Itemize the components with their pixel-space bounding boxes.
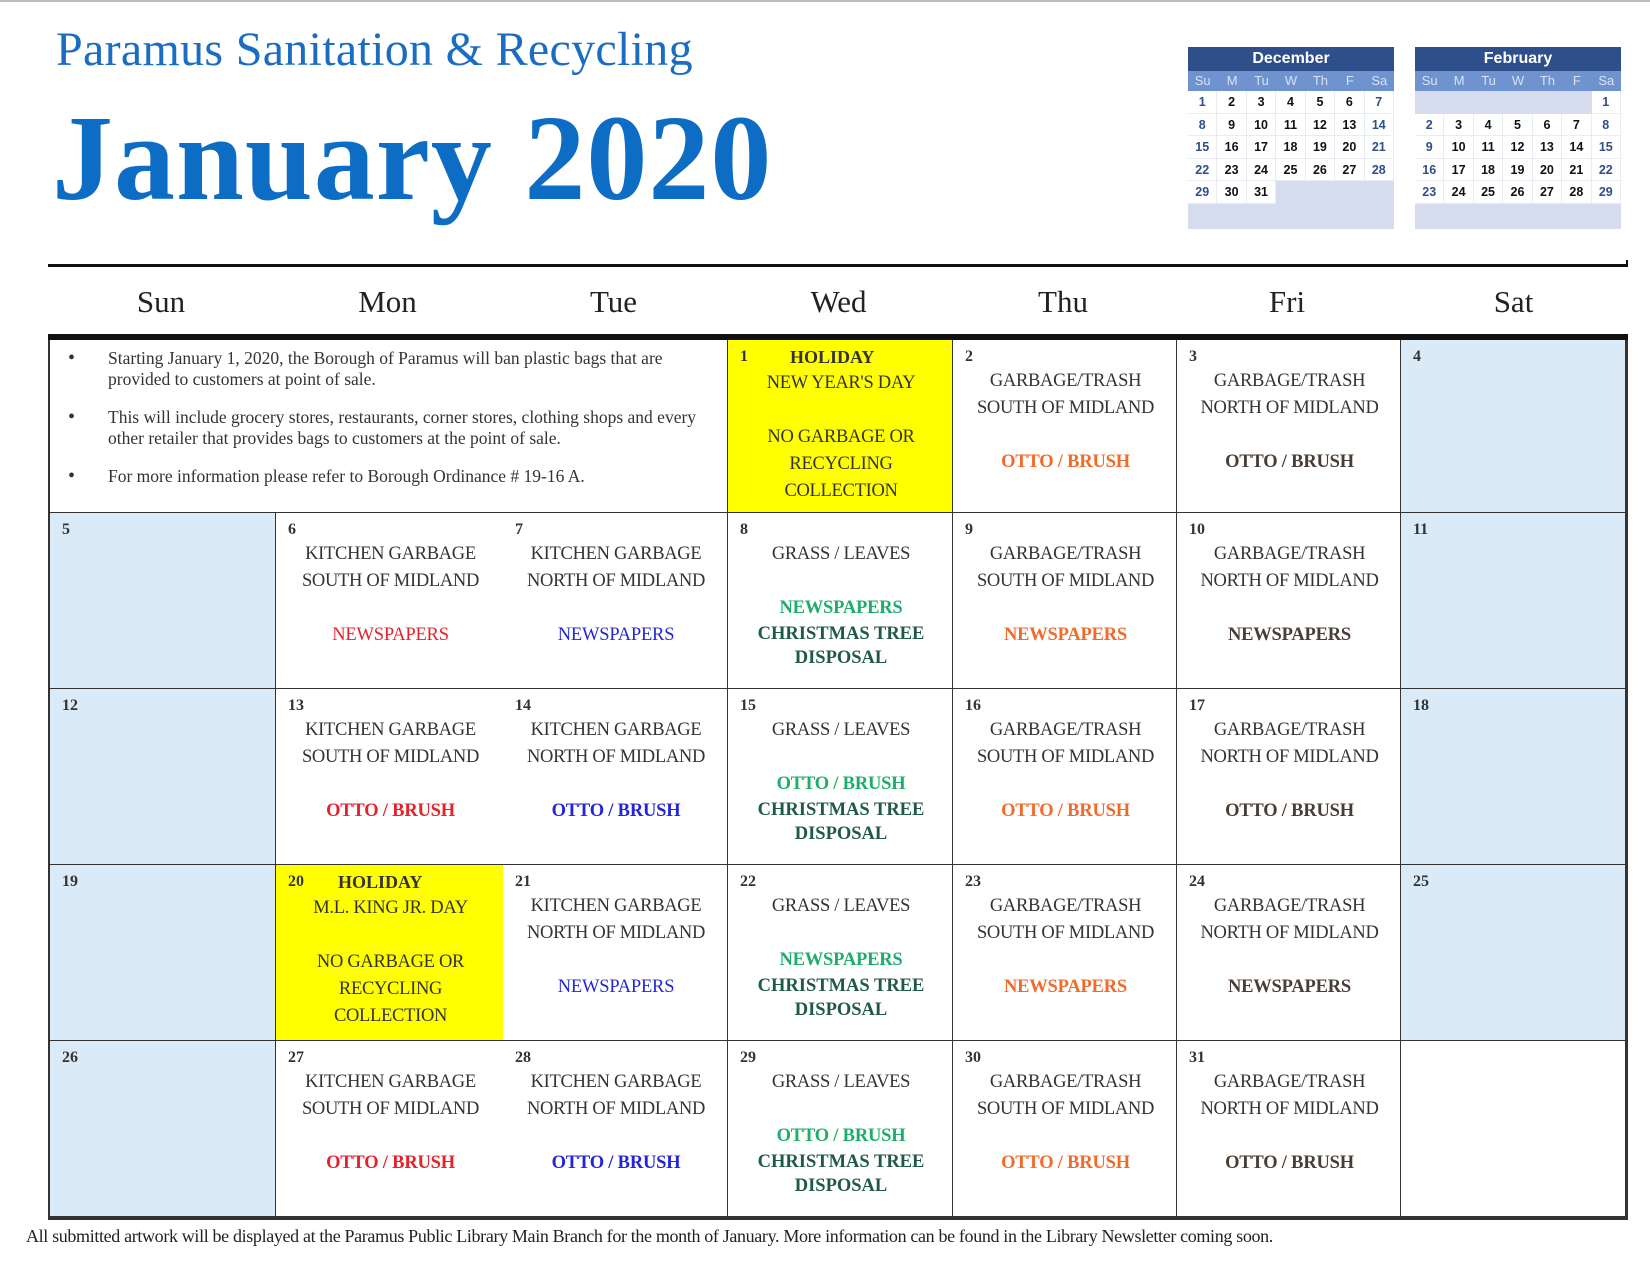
recycling-item: NEWSPAPERS <box>1227 625 1352 645</box>
mini-day: 27 <box>1533 181 1562 204</box>
day-number: 22 <box>740 873 756 890</box>
weekday-thu: Thu <box>1038 284 1088 319</box>
pickup-type: GARBAGE/TRASH <box>1213 896 1366 916</box>
day-cell-12 <box>50 689 276 865</box>
mini-calendar-day-headers <box>1188 71 1394 91</box>
mini-calendar-february <box>1415 47 1621 229</box>
recycling-item: NEWSPAPERS <box>1003 977 1128 997</box>
recycling-item: OTTO / BRUSH <box>1225 1153 1354 1173</box>
mini-day: 25 <box>1474 181 1503 204</box>
day-cell-31 <box>1177 1041 1401 1217</box>
day-cell-15 <box>728 689 953 865</box>
day-cell-17 <box>1177 689 1401 865</box>
mini-day: 11 <box>1276 114 1305 137</box>
mini-day-header: Th <box>1539 73 1555 88</box>
mini-day: 15 <box>1592 136 1621 159</box>
pickup-type: GARBAGE/TRASH <box>1213 720 1366 740</box>
day-number: 11 <box>1413 521 1429 538</box>
mini-day: 24 <box>1247 159 1276 182</box>
day-number: 31 <box>1189 1049 1205 1066</box>
no-collection-text: NO GARBAGE OR <box>316 952 465 972</box>
mini-day-header: Su <box>1421 73 1438 88</box>
mini-day: 13 <box>1335 114 1364 137</box>
mini-day: 1 <box>1592 91 1621 114</box>
day-cell-4 <box>1401 340 1626 513</box>
pickup-area: NORTH OF MIDLAND <box>1200 398 1379 418</box>
mini-day: 16 <box>1217 136 1246 159</box>
mini-day: 10 <box>1444 136 1473 159</box>
weekday-sat: Sat <box>1493 284 1534 319</box>
mini-calendar-month: February <box>1415 47 1621 71</box>
day-number: 14 <box>515 697 531 714</box>
calendar-grid <box>48 340 1628 1220</box>
mini-day: 20 <box>1335 136 1364 159</box>
mini-day-header: M <box>1226 73 1238 88</box>
mini-day: 3 <box>1444 114 1473 137</box>
day-number: 26 <box>62 1049 78 1066</box>
mini-day: 9 <box>1415 136 1444 159</box>
mini-day: 29 <box>1188 181 1217 204</box>
no-collection-text: NO GARBAGE OR <box>767 427 915 447</box>
pickup-area: SOUTH OF MIDLAND <box>976 571 1155 591</box>
mini-day: 18 <box>1276 136 1305 159</box>
mini-day: 5 <box>1503 114 1532 137</box>
recycling-item: OTTO / BRUSH <box>326 1153 455 1173</box>
pickup-area: SOUTH OF MIDLAND <box>976 1099 1155 1119</box>
mini-day: 30 <box>1217 181 1246 204</box>
mini-day: 14 <box>1365 114 1394 137</box>
weekday-fri: Fri <box>1268 284 1306 319</box>
day-number: 3 <box>1189 348 1197 365</box>
pickup-area: NORTH OF MIDLAND <box>1200 923 1379 943</box>
day-cell-23 <box>953 865 1177 1041</box>
mini-day: 18 <box>1474 159 1503 182</box>
day-number: 4 <box>1413 348 1421 365</box>
mini-day: 19 <box>1306 136 1335 159</box>
pickup-type: GARBAGE/TRASH <box>989 1072 1142 1092</box>
day-cell-16 <box>953 689 1177 865</box>
mini-day: 20 <box>1533 159 1562 182</box>
day-number: 12 <box>62 697 78 714</box>
pickup-type: KITCHEN GARBAGE <box>305 1072 476 1092</box>
recycling-item: NEWSPAPERS <box>779 950 903 970</box>
mini-day: 2 <box>1415 114 1444 137</box>
weekday-tue: Tue <box>589 284 638 319</box>
day-number: 20 <box>288 873 304 890</box>
pickup-type: KITCHEN GARBAGE <box>530 896 702 916</box>
weekday-mon: Mon <box>358 284 417 319</box>
day-cell-14 <box>503 689 728 865</box>
day-cell-24 <box>1177 865 1401 1041</box>
day-number: 15 <box>740 697 756 714</box>
no-collection-text: COLLECTION <box>333 1006 448 1026</box>
mini-day: 16 <box>1415 159 1444 182</box>
recycling-item: NEWSPAPERS <box>557 625 675 645</box>
day-number: 21 <box>515 873 531 890</box>
mini-day: 26 <box>1306 159 1335 182</box>
day-number: 23 <box>965 873 981 890</box>
mini-blank <box>1533 91 1562 114</box>
weekday-sun: Sun <box>136 284 186 319</box>
mini-day-header: Th <box>1312 73 1328 88</box>
day-number: 27 <box>288 1049 304 1066</box>
mini-day-header: Sa <box>1598 73 1615 88</box>
recycling-item: OTTO / BRUSH <box>1225 452 1354 472</box>
mini-day: 31 <box>1247 181 1276 204</box>
mini-day: 8 <box>1188 114 1217 137</box>
mini-day: 6 <box>1335 91 1364 114</box>
mini-day-header: Tu <box>1254 73 1269 88</box>
christmas-tree-disposal: DISPOSAL <box>794 648 888 668</box>
mini-blank <box>1415 91 1444 114</box>
day-cell-3 <box>1177 340 1401 513</box>
mini-day: 23 <box>1217 159 1246 182</box>
mini-day: 17 <box>1444 159 1473 182</box>
mini-day-header: Tu <box>1481 73 1496 88</box>
pickup-area: SOUTH OF MIDLAND <box>976 923 1155 943</box>
mini-calendar-december <box>1188 47 1394 229</box>
top-border <box>0 0 1650 2</box>
day-cell-19 <box>50 865 276 1041</box>
recycling-item: NEWSPAPERS <box>332 625 449 645</box>
mini-day: 5 <box>1306 91 1335 114</box>
pickup-area: NORTH OF MIDLAND <box>526 923 706 943</box>
christmas-tree-disposal: DISPOSAL <box>794 824 888 844</box>
recycling-item: OTTO / BRUSH <box>776 1126 906 1146</box>
notice-item: • This will include grocery stores, restaurants, corner stores, clothing shops and every other retailer that provides bags to customers at the point of sale. <box>66 407 707 449</box>
no-collection-text: RECYCLING <box>338 979 443 999</box>
day-number: 2 <box>965 348 973 365</box>
recycling-item: OTTO / BRUSH <box>1001 452 1130 472</box>
day-number: 5 <box>62 521 70 538</box>
pickup-area: NORTH OF MIDLAND <box>526 747 706 767</box>
mini-day: 10 <box>1247 114 1276 137</box>
mini-day: 14 <box>1562 136 1591 159</box>
pickup-area: NORTH OF MIDLAND <box>1200 747 1379 767</box>
day-cell-9 <box>953 513 1177 689</box>
plastic-bag-notice <box>50 340 728 513</box>
pickup-area: NORTH OF MIDLAND <box>526 571 706 591</box>
organization-title: Paramus Sanitation & Recycling <box>56 23 693 76</box>
day-cell-10 <box>1177 513 1401 689</box>
month-title: January 2020 <box>52 91 773 226</box>
mini-day: 2 <box>1217 91 1246 114</box>
recycling-item: NEWSPAPERS <box>779 598 903 618</box>
pickup-area: NORTH OF MIDLAND <box>526 1099 706 1119</box>
mini-day: 7 <box>1365 91 1394 114</box>
mini-calendar-month: December <box>1188 47 1394 71</box>
pickup-type: GARBAGE/TRASH <box>989 720 1142 740</box>
day-cell-22 <box>728 865 953 1041</box>
recycling-item: NEWSPAPERS <box>1227 977 1352 997</box>
pickup-type: GRASS / LEAVES <box>771 544 911 564</box>
notice-item: • For more information please refer to Borough Ordinance # 19-16 A. <box>66 466 707 487</box>
mini-day-header: Sa <box>1371 73 1388 88</box>
mini-day-header: W <box>1284 73 1298 88</box>
recycling-item: OTTO / BRUSH <box>551 1153 681 1173</box>
mini-day: 21 <box>1365 136 1394 159</box>
day-cell-18 <box>1401 689 1626 865</box>
mini-day: 24 <box>1444 181 1473 204</box>
mini-day-header: F <box>1345 73 1354 88</box>
mini-day-header: F <box>1572 73 1581 88</box>
pickup-type: GARBAGE/TRASH <box>989 896 1142 916</box>
recycling-item: OTTO / BRUSH <box>1225 801 1354 821</box>
mini-day: 4 <box>1276 91 1305 114</box>
mini-day: 28 <box>1365 159 1394 182</box>
mini-day: 22 <box>1188 159 1217 182</box>
day-number: 28 <box>515 1049 531 1066</box>
mini-day-header: M <box>1453 73 1465 88</box>
mini-calendar-day-headers <box>1415 71 1621 91</box>
christmas-tree-disposal: CHRISTMAS TREE <box>757 1152 925 1172</box>
mini-day: 15 <box>1188 136 1217 159</box>
no-collection-text: RECYCLING <box>789 454 893 474</box>
pickup-area: SOUTH OF MIDLAND <box>976 398 1155 418</box>
day-number: 1 <box>740 348 748 365</box>
pickup-type: GARBAGE/TRASH <box>989 544 1142 564</box>
day-number: 9 <box>965 521 973 538</box>
mini-day: 12 <box>1306 114 1335 137</box>
day-number: 10 <box>1189 521 1205 538</box>
pickup-type: GRASS / LEAVES <box>771 720 911 740</box>
mini-day: 28 <box>1562 181 1591 204</box>
mini-day: 4 <box>1474 114 1503 137</box>
mini-day: 19 <box>1503 159 1532 182</box>
pickup-type: GARBAGE/TRASH <box>989 371 1142 391</box>
mini-day: 12 <box>1503 136 1532 159</box>
day-cell-20 <box>276 865 503 1041</box>
pickup-type: KITCHEN GARBAGE <box>305 720 476 740</box>
recycling-item: NEWSPAPERS <box>1003 625 1128 645</box>
pickup-area: SOUTH OF MIDLAND <box>301 1099 480 1119</box>
pickup-type: GARBAGE/TRASH <box>1213 544 1366 564</box>
pickup-area: SOUTH OF MIDLAND <box>976 747 1155 767</box>
pickup-type: GARBAGE/TRASH <box>1213 1072 1366 1092</box>
mini-day: 29 <box>1592 181 1621 204</box>
recycling-item: NEWSPAPERS <box>557 977 675 997</box>
day-cell-8 <box>728 513 953 689</box>
holiday-name: M.L. KING JR. DAY <box>313 898 468 918</box>
mini-day: 8 <box>1592 114 1621 137</box>
day-cell-29 <box>728 1041 953 1217</box>
day-cell-28 <box>503 1041 728 1217</box>
day-cell-7 <box>503 513 728 689</box>
day-number: 29 <box>740 1049 756 1066</box>
mini-day: 13 <box>1533 136 1562 159</box>
holiday-label: HOLIDAY <box>338 872 423 892</box>
mini-day: 22 <box>1592 159 1621 182</box>
weekday-header-row <box>48 270 1628 334</box>
mini-calendar-grid <box>1188 91 1394 204</box>
footer-note: All submitted artwork will be displayed at the Paramus Public Library Main Branch for the month of January. More information can be found in the Library Newsletter coming soon. <box>26 1226 1273 1246</box>
christmas-tree-disposal: DISPOSAL <box>794 1000 888 1020</box>
day-cell-21 <box>503 865 728 1041</box>
mini-day: 17 <box>1247 136 1276 159</box>
day-cell-25 <box>1401 865 1626 1041</box>
day-cell-30 <box>953 1041 1177 1217</box>
holiday-name: NEW YEAR'S DAY <box>766 373 916 393</box>
mini-day: 9 <box>1217 114 1246 137</box>
mini-day: 1 <box>1188 91 1217 114</box>
divider-tick <box>1626 260 1628 267</box>
day-cell-13 <box>276 689 503 865</box>
pickup-type: KITCHEN GARBAGE <box>305 544 476 564</box>
recycling-item: OTTO / BRUSH <box>551 801 681 821</box>
mini-day: 6 <box>1533 114 1562 137</box>
day-number: 18 <box>1413 697 1429 714</box>
pickup-area: NORTH OF MIDLAND <box>1200 571 1379 591</box>
mini-day-header: Su <box>1194 73 1211 88</box>
mini-day: 26 <box>1503 181 1532 204</box>
empty-cell <box>1401 1041 1626 1217</box>
recycling-item: OTTO / BRUSH <box>776 774 906 794</box>
day-cell-1 <box>728 340 953 513</box>
day-cell-27 <box>276 1041 503 1217</box>
mini-day-header: W <box>1511 73 1525 88</box>
mini-day: 21 <box>1562 159 1591 182</box>
no-collection-text: COLLECTION <box>784 481 898 501</box>
day-number: 13 <box>288 697 304 714</box>
mini-blank <box>1474 91 1503 114</box>
mini-day: 23 <box>1415 181 1444 204</box>
day-number: 6 <box>288 521 296 538</box>
mini-day: 25 <box>1276 159 1305 182</box>
day-number: 24 <box>1189 873 1205 890</box>
recycling-item: OTTO / BRUSH <box>1001 801 1130 821</box>
pickup-type: KITCHEN GARBAGE <box>530 1072 702 1092</box>
christmas-tree-disposal: CHRISTMAS TREE <box>757 976 925 996</box>
day-cell-11 <box>1401 513 1626 689</box>
christmas-tree-disposal: CHRISTMAS TREE <box>757 800 925 820</box>
pickup-type: GRASS / LEAVES <box>771 1072 911 1092</box>
mini-day: 11 <box>1474 136 1503 159</box>
day-cell-5 <box>50 513 276 689</box>
header-divider <box>48 264 1628 267</box>
day-number: 16 <box>965 697 981 714</box>
day-cell-26 <box>50 1041 276 1217</box>
mini-day: 7 <box>1562 114 1591 137</box>
mini-blank <box>1444 91 1473 114</box>
notice-item: • Starting January 1, 2020, the Borough of Paramus will ban plastic bags that are provided to customers at point of sale. <box>66 348 707 390</box>
day-cell-6 <box>276 513 503 689</box>
pickup-area: SOUTH OF MIDLAND <box>301 747 480 767</box>
christmas-tree-disposal: DISPOSAL <box>794 1176 888 1196</box>
day-number: 19 <box>62 873 78 890</box>
day-cell-2 <box>953 340 1177 513</box>
pickup-area: NORTH OF MIDLAND <box>1200 1099 1379 1119</box>
day-number: 8 <box>740 521 748 538</box>
pickup-type: GARBAGE/TRASH <box>1213 371 1366 391</box>
pickup-area: SOUTH OF MIDLAND <box>301 571 480 591</box>
day-number: 17 <box>1189 697 1205 714</box>
mini-blank <box>1562 91 1591 114</box>
pickup-type: KITCHEN GARBAGE <box>530 544 702 564</box>
mini-blank <box>1503 91 1532 114</box>
mini-day: 27 <box>1335 159 1364 182</box>
recycling-item: OTTO / BRUSH <box>1001 1153 1130 1173</box>
day-number: 7 <box>515 521 523 538</box>
christmas-tree-disposal: CHRISTMAS TREE <box>757 624 925 644</box>
day-number: 30 <box>965 1049 981 1066</box>
recycling-item: OTTO / BRUSH <box>326 801 455 821</box>
pickup-type: KITCHEN GARBAGE <box>530 720 702 740</box>
day-number: 25 <box>1413 873 1429 890</box>
mini-calendar-grid <box>1415 91 1621 204</box>
holiday-label: HOLIDAY <box>790 347 875 367</box>
mini-day: 3 <box>1247 91 1276 114</box>
pickup-type: GRASS / LEAVES <box>771 896 911 916</box>
weekday-wed: Wed <box>810 284 867 319</box>
